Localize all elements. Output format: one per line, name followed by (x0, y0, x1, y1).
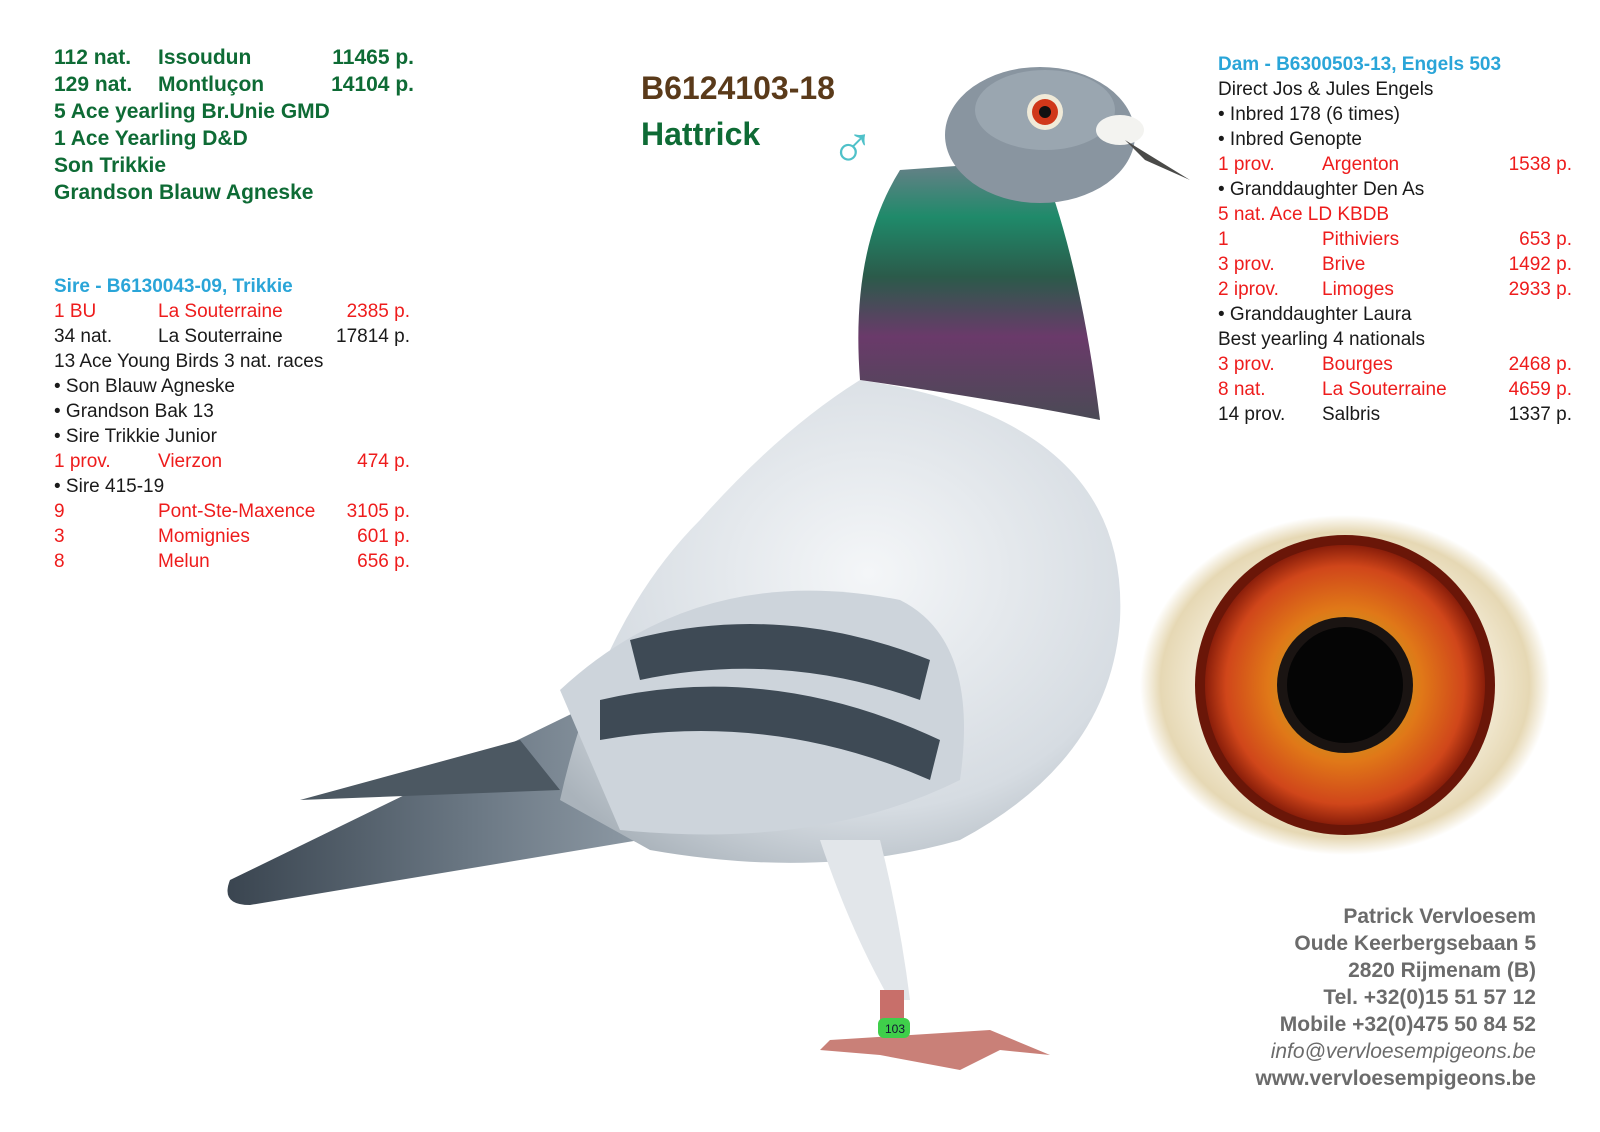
sire-race: Pont-Ste-Maxence (158, 501, 316, 522)
highlight-row (54, 71, 414, 98)
sire-result-row (54, 399, 410, 424)
sire-race: La Souterraine (158, 326, 283, 347)
sire-race: Melun (158, 551, 210, 572)
dam-result-row (1218, 152, 1572, 177)
highlight-rank: 112 nat. (54, 46, 132, 69)
sire-rank: 13 Ace Young Birds 3 nat. races (54, 351, 324, 372)
dam-rank: • Inbred 178 (6 times) (1218, 104, 1400, 125)
mobile-number: Mobile +32(0)475 50 84 52 (1279, 1013, 1536, 1036)
sire-birds: 3105 p. (346, 501, 410, 522)
dam-heading: Dam - B6300503-13, Engels 503 (1218, 54, 1502, 75)
dam-rank: 8 nat. (1218, 379, 1266, 400)
dam-rank: Best yearling 4 nationals (1218, 329, 1426, 350)
sire-result-row (54, 349, 410, 374)
sire-result-row (54, 524, 410, 549)
highlight-text: Grandson Blauw Agneske (54, 181, 314, 204)
dam-birds: 2468 p. (1508, 354, 1572, 375)
dam-result-row (1218, 277, 1572, 302)
dam-race: Argenton (1322, 154, 1400, 175)
sire-birds: 601 p. (357, 526, 410, 547)
dam-result-row (1218, 102, 1572, 127)
highlight-text: 5 Ace yearling Br.Unie GMD (54, 100, 330, 123)
sire-result-row (54, 449, 410, 474)
highlight-row (54, 125, 414, 152)
highlight-birds: 11465 p. (332, 46, 414, 69)
highlight-row (54, 44, 414, 71)
sire-race: Vierzon (158, 451, 223, 472)
dam-result-row (1218, 327, 1572, 352)
dam-result-row (1218, 252, 1572, 277)
male-symbol-icon: ♂ (830, 114, 875, 181)
website-link[interactable]: www.vervloesempigeons.be (1255, 1067, 1536, 1090)
dam-result-row (1218, 177, 1572, 202)
dam-birds: 1538 p. (1508, 154, 1572, 175)
pigeon-name: Hattrick (641, 116, 761, 152)
address-city: 2820 Rijmenam (B) (1348, 959, 1536, 982)
dam-birds: 4659 p. (1508, 379, 1572, 400)
dam-birds: 653 p. (1519, 229, 1572, 250)
dam-rank: 14 prov. (1218, 404, 1286, 425)
dam-race: Limoges (1322, 279, 1394, 300)
sire-rank: • Sire Trikkie Junior (54, 426, 217, 447)
highlight-text: Son Trikkie (54, 154, 167, 177)
sire-race: Momignies (158, 526, 250, 547)
sire-rank: • Grandson Bak 13 (54, 401, 214, 422)
dam-result-row (1218, 127, 1572, 152)
sire-rank: 1 BU (54, 301, 97, 322)
phone-number: Tel. +32(0)15 51 57 12 (1323, 986, 1536, 1009)
sire-result-row (54, 499, 410, 524)
dam-rank: 5 nat. Ace LD KBDB (1218, 204, 1390, 225)
sire-result-row (54, 474, 410, 499)
sire-rank: 1 prov. (54, 451, 111, 472)
dam-birds: 2933 p. (1508, 279, 1572, 300)
highlight-text: 1 Ace Yearling D&D (54, 127, 248, 150)
dam-result-row (1218, 202, 1572, 227)
ring-band-label: 103 (885, 1022, 906, 1036)
dam-result-row (1218, 402, 1572, 427)
sire-birds: 17814 p. (336, 326, 410, 347)
dam-rank: Direct Jos & Jules Engels (1218, 79, 1434, 100)
sire-birds: 656 p. (357, 551, 410, 572)
dam-birds: 1492 p. (1508, 254, 1572, 275)
dam-birds: 1337 p. (1508, 404, 1572, 425)
dam-rank: • Granddaughter Den As (1218, 179, 1425, 200)
dam-result-row (1218, 377, 1572, 402)
highlight-race: Issoudun (158, 46, 252, 69)
highlight-row (54, 179, 414, 206)
sire-result-row (54, 424, 410, 449)
dam-result-row (1218, 302, 1572, 327)
sire-block (54, 274, 410, 574)
sire-rank: 34 nat. (54, 326, 113, 347)
breeder-name: Patrick Vervloesem (1343, 905, 1536, 928)
dam-result-row (1218, 352, 1572, 377)
dam-result-row (1218, 227, 1572, 252)
sire-rank: 3 (54, 526, 65, 547)
dam-block (1218, 52, 1572, 427)
sire-result-row (54, 374, 410, 399)
sire-rank: • Sire 415-19 (54, 476, 165, 497)
dam-race: Brive (1322, 254, 1366, 275)
highlight-row (54, 152, 414, 179)
dam-rank: • Granddaughter Laura (1218, 304, 1412, 325)
sire-race: La Souterraine (158, 301, 283, 322)
email-link[interactable]: info@vervloesempigeons.be (1270, 1040, 1536, 1063)
sire-rank: 8 (54, 551, 65, 572)
dam-result-row (1218, 77, 1572, 102)
sire-heading: Sire - B6130043-09, Trikkie (54, 276, 293, 297)
contact-block (1256, 903, 1537, 1092)
sire-birds: 2385 p. (346, 301, 410, 322)
dam-race: Salbris (1322, 404, 1381, 425)
highlight-race: Montluçon (158, 73, 265, 96)
dam-race: Bourges (1322, 354, 1393, 375)
dam-rank: 1 (1218, 229, 1229, 250)
sire-rank: 9 (54, 501, 65, 522)
dam-race: Pithiviers (1322, 229, 1400, 250)
sire-result-row (54, 549, 410, 574)
dam-rank: 1 prov. (1218, 154, 1275, 175)
dam-rank: 3 prov. (1218, 254, 1275, 275)
sire-birds: 474 p. (357, 451, 410, 472)
dam-race: La Souterraine (1322, 379, 1447, 400)
pigeon-ring-number: B6124103-18 (641, 70, 835, 106)
highlight-birds: 14104 p. (331, 73, 414, 96)
highlight-row (54, 98, 414, 125)
sire-result-row (54, 299, 410, 324)
sire-result-row (54, 324, 410, 349)
highlights-block (54, 44, 414, 206)
highlight-rank: 129 nat. (54, 73, 133, 96)
eye-closeup-image (1130, 505, 1560, 865)
dam-rank: 3 prov. (1218, 354, 1275, 375)
sire-rank: • Son Blauw Agneske (54, 376, 235, 397)
dam-rank: 2 iprov. (1218, 279, 1279, 300)
dam-rank: • Inbred Genopte (1218, 129, 1362, 150)
address-street: Oude Keerbergsebaan 5 (1294, 932, 1536, 955)
